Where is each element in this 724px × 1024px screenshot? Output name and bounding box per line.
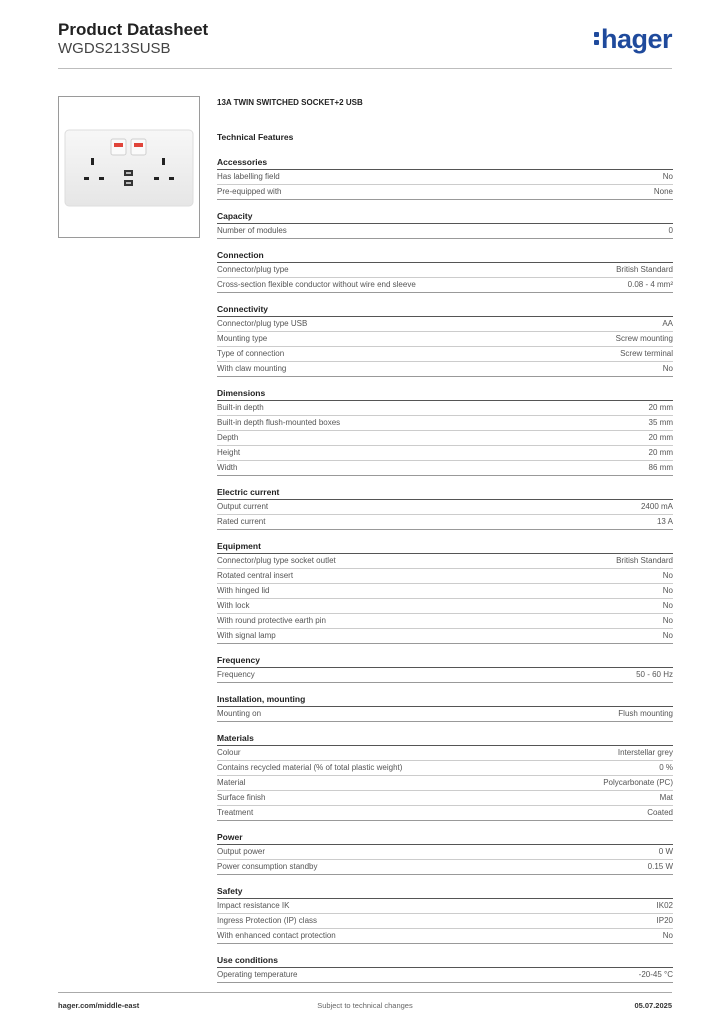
feature-row bbox=[217, 584, 673, 599]
feature-row bbox=[217, 401, 673, 416]
feature-value: British Standard bbox=[616, 265, 673, 274]
feature-row bbox=[217, 224, 673, 239]
feature-row bbox=[217, 461, 673, 476]
technical-features bbox=[217, 98, 673, 983]
feature-value: No bbox=[662, 631, 673, 640]
feature-value: No bbox=[662, 601, 673, 610]
feature-label: Mounting type bbox=[217, 334, 268, 343]
feature-label: Depth bbox=[217, 433, 239, 442]
feature-label: Height bbox=[217, 448, 241, 457]
feature-value: 2400 mA bbox=[640, 502, 673, 511]
feature-value: No bbox=[662, 571, 673, 580]
feature-groups bbox=[217, 155, 673, 983]
feature-label: Power consumption standby bbox=[217, 862, 318, 871]
feature-row bbox=[217, 317, 673, 332]
feature-row bbox=[217, 416, 673, 431]
feature-group bbox=[217, 539, 673, 644]
feature-value: Polycarbonate (PC) bbox=[603, 778, 673, 787]
feature-row bbox=[217, 500, 673, 515]
feature-value: No bbox=[662, 364, 673, 373]
feature-value: Screw mounting bbox=[615, 334, 673, 343]
feature-label: Material bbox=[217, 778, 246, 787]
group-title: Electric current bbox=[217, 485, 673, 500]
feature-row bbox=[217, 554, 673, 569]
feature-label: Operating temperature bbox=[217, 970, 298, 979]
feature-value: No bbox=[662, 172, 673, 181]
footer-website: hager.com/middle-east bbox=[58, 1001, 140, 1010]
feature-label: Surface finish bbox=[217, 793, 266, 802]
feature-label: With signal lamp bbox=[217, 631, 276, 640]
feature-label: Built-in depth flush-mounted boxes bbox=[217, 418, 341, 427]
feature-row bbox=[217, 185, 673, 200]
feature-row bbox=[217, 761, 673, 776]
feature-row bbox=[217, 845, 673, 860]
footer-disclaimer: Subject to technical changes bbox=[317, 1001, 413, 1010]
product-name: 13A TWIN SWITCHED SOCKET+2 USB bbox=[217, 98, 363, 107]
feature-group bbox=[217, 386, 673, 476]
feature-row bbox=[217, 278, 673, 293]
feature-label: Treatment bbox=[217, 808, 254, 817]
feature-group bbox=[217, 209, 673, 239]
feature-label: With claw mounting bbox=[217, 364, 287, 373]
feature-value: Interstellar grey bbox=[617, 748, 673, 757]
feature-value: British Standard bbox=[616, 556, 673, 565]
group-title: Accessories bbox=[217, 155, 673, 170]
feature-row bbox=[217, 629, 673, 644]
feature-row bbox=[217, 263, 673, 278]
feature-value: 35 mm bbox=[648, 418, 673, 427]
feature-value: None bbox=[653, 187, 673, 196]
feature-row bbox=[217, 968, 673, 983]
feature-value: No bbox=[662, 586, 673, 595]
feature-row bbox=[217, 332, 673, 347]
feature-value: -20-45 °C bbox=[638, 970, 673, 979]
feature-row bbox=[217, 806, 673, 821]
feature-label: Frequency bbox=[217, 670, 255, 679]
feature-group bbox=[217, 830, 673, 875]
feature-row bbox=[217, 569, 673, 584]
feature-value: No bbox=[662, 616, 673, 625]
feature-value: 0.15 W bbox=[647, 862, 673, 871]
feature-row bbox=[217, 899, 673, 914]
feature-label: Mounting on bbox=[217, 709, 262, 718]
feature-value: 13 A bbox=[656, 517, 673, 526]
group-title: Safety bbox=[217, 884, 673, 899]
feature-group bbox=[217, 485, 673, 530]
feature-label: Connector/plug type USB bbox=[217, 319, 308, 328]
feature-group bbox=[217, 731, 673, 821]
feature-row bbox=[217, 362, 673, 377]
feature-group bbox=[217, 953, 673, 983]
feature-row bbox=[217, 599, 673, 614]
feature-label: Rotated central insert bbox=[217, 571, 294, 580]
page-footer bbox=[58, 992, 672, 1021]
feature-value: 50 - 60 Hz bbox=[636, 670, 673, 679]
feature-label: Output power bbox=[217, 847, 266, 856]
group-title: Frequency bbox=[217, 653, 673, 668]
feature-value: 0.08 - 4 mm² bbox=[627, 280, 673, 289]
feature-label: Has labelling field bbox=[217, 172, 280, 181]
group-title: Capacity bbox=[217, 209, 673, 224]
feature-row bbox=[217, 446, 673, 461]
feature-label: Rated current bbox=[217, 517, 266, 526]
feature-row bbox=[217, 347, 673, 362]
feature-value: 0 W bbox=[658, 847, 673, 856]
feature-value: Flush mounting bbox=[618, 709, 673, 718]
feature-row bbox=[217, 431, 673, 446]
section-title: Technical Features bbox=[217, 132, 294, 142]
feature-group bbox=[217, 302, 673, 377]
page-title: Product Datasheet bbox=[58, 20, 209, 39]
group-title: Connection bbox=[217, 248, 673, 263]
product-code: WGDS213SUSB bbox=[58, 40, 171, 57]
feature-row bbox=[217, 914, 673, 929]
feature-label: With lock bbox=[217, 601, 250, 610]
feature-value: Coated bbox=[647, 808, 673, 817]
feature-row bbox=[217, 515, 673, 530]
group-title: Connectivity bbox=[217, 302, 673, 317]
feature-group bbox=[217, 884, 673, 944]
feature-value: 20 mm bbox=[648, 433, 673, 442]
feature-label: Cross-section flexible conductor without wire end sleeve bbox=[217, 280, 416, 289]
feature-value: 0 bbox=[668, 226, 673, 235]
feature-label: Ingress Protection (IP) class bbox=[217, 916, 318, 925]
feature-label: Connector/plug type bbox=[217, 265, 289, 274]
page-header bbox=[58, 20, 672, 69]
feature-value: 0 % bbox=[659, 763, 673, 772]
feature-row bbox=[217, 791, 673, 806]
feature-label: Colour bbox=[217, 748, 241, 757]
feature-value: Mat bbox=[659, 793, 673, 802]
feature-label: Type of connection bbox=[217, 349, 285, 358]
group-title: Equipment bbox=[217, 539, 673, 554]
group-title: Power bbox=[217, 830, 673, 845]
feature-label: Built-in depth bbox=[217, 403, 264, 412]
feature-value: 20 mm bbox=[648, 403, 673, 412]
footer-date: 05.07.2025 bbox=[634, 1001, 672, 1010]
feature-value: Screw terminal bbox=[620, 349, 673, 358]
logo-dots-icon bbox=[594, 29, 599, 48]
feature-label: Impact resistance IK bbox=[217, 901, 290, 910]
feature-row bbox=[217, 776, 673, 791]
group-title: Installation, mounting bbox=[217, 692, 673, 707]
feature-value: 86 mm bbox=[648, 463, 673, 472]
feature-label: Pre-equipped with bbox=[217, 187, 282, 196]
feature-group bbox=[217, 692, 673, 722]
feature-label: Output current bbox=[217, 502, 269, 511]
feature-row bbox=[217, 614, 673, 629]
group-title: Dimensions bbox=[217, 386, 673, 401]
feature-row bbox=[217, 860, 673, 875]
feature-row bbox=[217, 668, 673, 683]
product-image bbox=[58, 96, 200, 238]
feature-label: Connector/plug type socket outlet bbox=[217, 556, 336, 565]
feature-row bbox=[217, 707, 673, 722]
group-title: Materials bbox=[217, 731, 673, 746]
feature-label: Width bbox=[217, 463, 238, 472]
feature-label: With round protective earth pin bbox=[217, 616, 326, 625]
feature-value: IK02 bbox=[656, 901, 673, 910]
feature-row bbox=[217, 746, 673, 761]
feature-value: No bbox=[662, 931, 673, 940]
feature-label: Contains recycled material (% of total plastic weight) bbox=[217, 763, 403, 772]
feature-group bbox=[217, 155, 673, 200]
feature-value: AA bbox=[662, 319, 673, 328]
feature-group bbox=[217, 248, 673, 293]
feature-label: With enhanced contact protection bbox=[217, 931, 336, 940]
feature-value: IP20 bbox=[656, 916, 673, 925]
group-title: Use conditions bbox=[217, 953, 673, 968]
feature-label: With hinged lid bbox=[217, 586, 270, 595]
feature-value: 20 mm bbox=[648, 448, 673, 457]
socket-illustration-icon bbox=[59, 97, 199, 237]
feature-label: Number of modules bbox=[217, 226, 287, 235]
feature-row bbox=[217, 170, 673, 185]
hager-logo: hager bbox=[594, 24, 672, 55]
feature-group bbox=[217, 653, 673, 683]
feature-row bbox=[217, 929, 673, 944]
